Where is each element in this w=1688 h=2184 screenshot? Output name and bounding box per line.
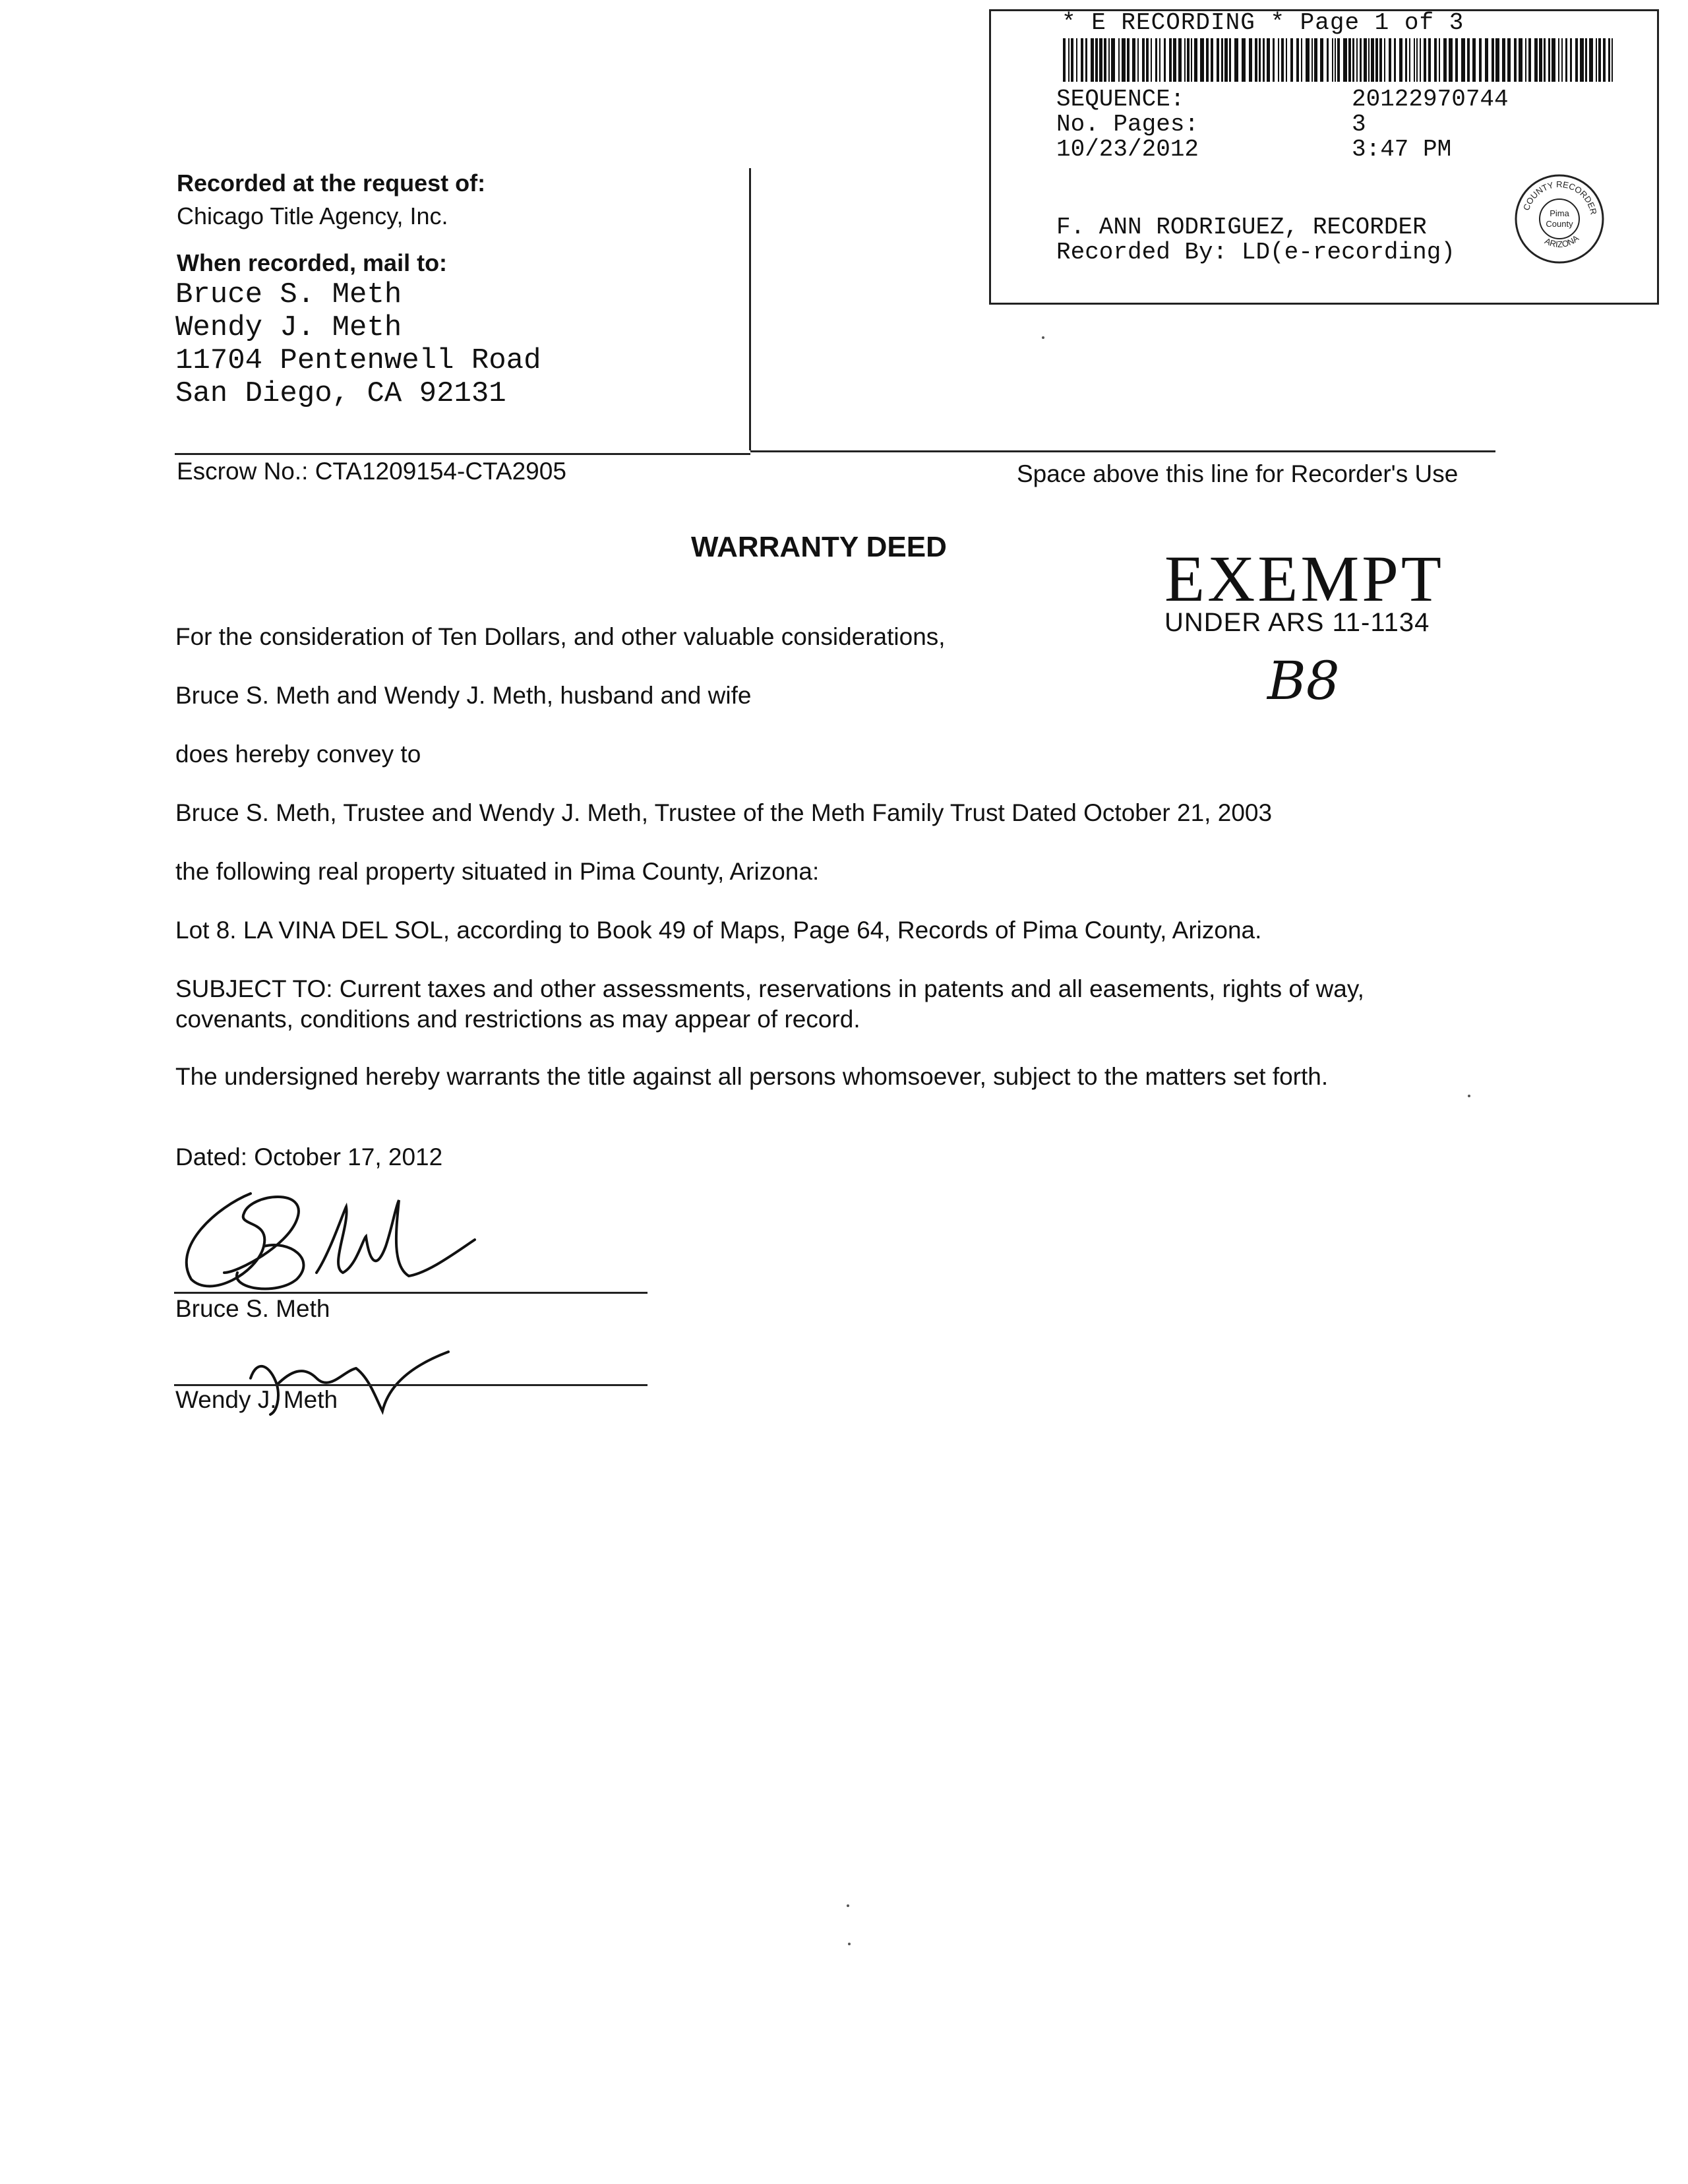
barcode-bar [1281, 38, 1284, 82]
pages-label: No. Pages: [1056, 111, 1199, 138]
barcode-bar [1552, 38, 1555, 82]
barcode-bar [1259, 38, 1261, 82]
barcode-bar [1187, 38, 1190, 82]
barcode-bar [1472, 38, 1476, 82]
barcode-bar [1118, 38, 1120, 82]
grantees: Bruce S. Meth, Trustee and Wendy J. Meth, Trustee of the Meth Family Trust Dated October 21, 2003 [175, 799, 1273, 826]
mail-to-line: 11704 Pentenwell Road [175, 344, 541, 377]
barcode-bar [1068, 38, 1070, 82]
barcode-bar [1612, 38, 1613, 82]
barcode-bar [1127, 38, 1130, 82]
barcode-bar [1384, 38, 1385, 82]
barcode-bar [1194, 38, 1197, 82]
barcode-bar [1224, 38, 1228, 82]
recorded-request-label: Recorded at the request of: [177, 169, 486, 197]
barcode-bar [1108, 38, 1110, 82]
barcode-bar [1544, 38, 1546, 82]
barcode-bar [1104, 38, 1106, 82]
barcode-bar [1428, 38, 1431, 82]
barcode-bar [1570, 38, 1572, 82]
scan-speck [847, 1904, 849, 1907]
barcode-bar [1514, 38, 1517, 82]
svg-text:COUNTY RECORDER: COUNTY RECORDER [1521, 179, 1599, 216]
signature-bruce-meth [165, 1174, 508, 1299]
barcode-bar [1327, 38, 1329, 82]
barcode-bar [1389, 38, 1391, 82]
barcode-bar [1348, 38, 1351, 82]
barcode-bar [1332, 38, 1333, 82]
barcode-bar [1234, 38, 1238, 82]
barcode-bar [1585, 38, 1587, 82]
recorded-by: Recorded By: LD(e-recording) [1056, 239, 1455, 266]
document-title: WARRANTY DEED [691, 531, 947, 563]
header-divider-right [750, 450, 1495, 452]
subject-to-line: covenants, conditions and restrictions as may appear of record. [175, 1006, 860, 1033]
barcode-bar [1343, 38, 1347, 82]
barcode-bar [1306, 38, 1310, 82]
barcode-bar [1229, 38, 1231, 82]
barcode-bar [1111, 38, 1115, 82]
mail-to-line: Bruce S. Meth [175, 278, 402, 311]
barcode-bar [1142, 38, 1145, 82]
barcode-bar [1507, 38, 1511, 82]
scan-speck [1042, 336, 1044, 339]
barcode-bar [1081, 38, 1083, 82]
sequence-label: SEQUENCE: [1056, 86, 1185, 113]
barcode-bar [1249, 38, 1252, 82]
barcode-bar [1485, 38, 1488, 82]
barcode-bar [1434, 38, 1437, 82]
barcode-bar [1255, 38, 1257, 82]
barcode-bar [1467, 38, 1470, 82]
pages-value: 3 [1352, 111, 1366, 138]
barcode-bar [1360, 38, 1362, 82]
recorder-use-note: Space above this line for Recorder's Use [1017, 460, 1459, 487]
barcode-bar [1502, 38, 1505, 82]
recording-header: * E RECORDING * Page 1 of 3 [1062, 9, 1464, 36]
exempt-stamp: EXEMPT [1164, 542, 1444, 615]
barcode-bar [1539, 38, 1542, 82]
barcode-bar [1301, 38, 1302, 82]
barcode-bar [1151, 38, 1152, 82]
header-divider-vertical [749, 168, 751, 450]
barcode-bar [1278, 38, 1279, 82]
barcode-bar [1375, 38, 1378, 82]
barcode-bar [1364, 38, 1367, 82]
header-divider-left [175, 453, 750, 455]
subject-to-line: SUBJECT TO: Current taxes and other assessments, reservations in patents and all easements, rights of way, [175, 975, 1364, 1002]
barcode-bar [1575, 38, 1578, 82]
barcode-bar [1286, 38, 1287, 82]
barcode-bar [1242, 38, 1246, 82]
barcode-bar [1416, 38, 1418, 82]
barcode-bar [1273, 38, 1275, 82]
barcode-bar [1173, 38, 1176, 82]
barcode-bar [1159, 38, 1160, 82]
barcode-bar [1063, 38, 1066, 82]
barcode-bar [1155, 38, 1157, 82]
barcode-bar [1424, 38, 1426, 82]
barcode-bar [1580, 38, 1584, 82]
barcode-bar [1598, 38, 1601, 82]
barcode-bar [1221, 38, 1223, 82]
barcode-bar [1335, 38, 1336, 82]
barcode-bar [1525, 38, 1526, 82]
barcode-bar [1596, 38, 1597, 82]
barcode-bar [1519, 38, 1522, 82]
barcode-bar [1379, 38, 1382, 82]
barcode-bar [1439, 38, 1440, 82]
svg-text:ARIZONA: ARIZONA [1543, 233, 1581, 249]
exempt-statute: UNDER ARS 11-1134 [1164, 608, 1430, 637]
barcode-bar [1211, 38, 1213, 82]
mail-to-line: San Diego, CA 92131 [175, 377, 506, 410]
barcode-bar [1314, 38, 1317, 82]
exempt-code-handwritten: B8 [1267, 650, 1340, 712]
barcode-bar [1479, 38, 1482, 82]
grantors: Bruce S. Meth and Wendy J. Meth, husband and wife [175, 682, 752, 709]
barcode-bar [1528, 38, 1531, 82]
barcode-bar [1565, 38, 1567, 82]
barcode-bar [1608, 38, 1610, 82]
barcode-bar [1076, 38, 1077, 82]
sequence-value: 20122970744 [1352, 86, 1509, 113]
scan-speck [1468, 1095, 1470, 1097]
barcode-bar [1296, 38, 1299, 82]
barcode-bar [1267, 38, 1270, 82]
barcode-bar [1420, 38, 1421, 82]
barcode-bar [1561, 38, 1563, 82]
warranty-clause: The undersigned hereby warrants the title against all persons whomsoever, subject to the matters set forth. [175, 1063, 1329, 1090]
barcode-bar [1071, 38, 1073, 82]
barcode-bar [1122, 38, 1126, 82]
property-intro: the following real property situated in Pima County, Arizona: [175, 858, 820, 885]
barcode-bar [1492, 38, 1494, 82]
barcode-bar [1311, 38, 1313, 82]
barcode-bar [1217, 38, 1219, 82]
dated-line: Dated: October 17, 2012 [175, 1143, 443, 1170]
svg-text:Pima: Pima [1550, 208, 1569, 218]
barcode-bar [1132, 38, 1135, 82]
convey-clause: does hereby convey to [175, 741, 421, 768]
barcode-bar [1394, 38, 1396, 82]
consideration-clause: For the consideration of Ten Dollars, and other valuable considerations, [175, 623, 946, 650]
recording-date: 10/23/2012 [1056, 136, 1199, 163]
barcode-bar [1352, 38, 1354, 82]
barcode-bar [1368, 38, 1370, 82]
scan-speck [848, 1943, 851, 1945]
barcode-bar [1455, 38, 1458, 82]
barcode-bar [1146, 38, 1149, 82]
signer-name: Bruce S. Meth [175, 1295, 330, 1322]
barcode-bar [1178, 38, 1182, 82]
barcode-bar [1534, 38, 1538, 82]
barcode-bar [1443, 38, 1447, 82]
recorded-request-value: Chicago Title Agency, Inc. [177, 202, 448, 229]
barcode-bar [1356, 38, 1358, 82]
mail-to-line: Wendy J. Meth [175, 311, 402, 344]
barcode-bar [1169, 38, 1172, 82]
recording-time: 3:47 PM [1352, 136, 1452, 163]
barcode-bar [1200, 38, 1204, 82]
barcode-bar [1371, 38, 1374, 82]
barcode-icon [1063, 38, 1615, 82]
barcode-bar [1558, 38, 1559, 82]
barcode-bar [1414, 38, 1415, 82]
barcode-bar [1589, 38, 1593, 82]
recorder-name: F. ANN RODRIGUEZ, RECORDER [1056, 214, 1427, 241]
barcode-bar [1263, 38, 1265, 82]
barcode-bar [1399, 38, 1402, 82]
signer-name: Wendy J. Meth [175, 1386, 338, 1413]
barcode-bar [1191, 38, 1192, 82]
barcode-bar [1184, 38, 1186, 82]
barcode-bar [1603, 38, 1606, 82]
legal-description: Lot 8. LA VINA DEL SOL, according to Book 49 of Maps, Page 64, Records of Pima County, Arizona. [175, 917, 1262, 944]
barcode-bar [1405, 38, 1407, 82]
mail-to-label: When recorded, mail to: [177, 249, 448, 276]
barcode-bar [1137, 38, 1139, 82]
barcode-bar [1495, 38, 1499, 82]
county-seal-icon [1513, 173, 1606, 265]
barcode-bar [1095, 38, 1098, 82]
barcode-bar [1337, 38, 1340, 82]
barcode-bar [1206, 38, 1209, 82]
barcode-bar [1085, 38, 1087, 82]
barcode-bar [1290, 38, 1293, 82]
barcode-bar [1320, 38, 1323, 82]
barcode-bar [1164, 38, 1166, 82]
svg-text:County: County [1546, 219, 1573, 229]
barcode-bar [1548, 38, 1550, 82]
barcode-bar [1461, 38, 1465, 82]
barcode-bar [1449, 38, 1453, 82]
barcode-bar [1091, 38, 1094, 82]
escrow-number: Escrow No.: CTA1209154-CTA2905 [177, 458, 566, 485]
barcode-bar [1409, 38, 1410, 82]
barcode-bar [1099, 38, 1102, 82]
